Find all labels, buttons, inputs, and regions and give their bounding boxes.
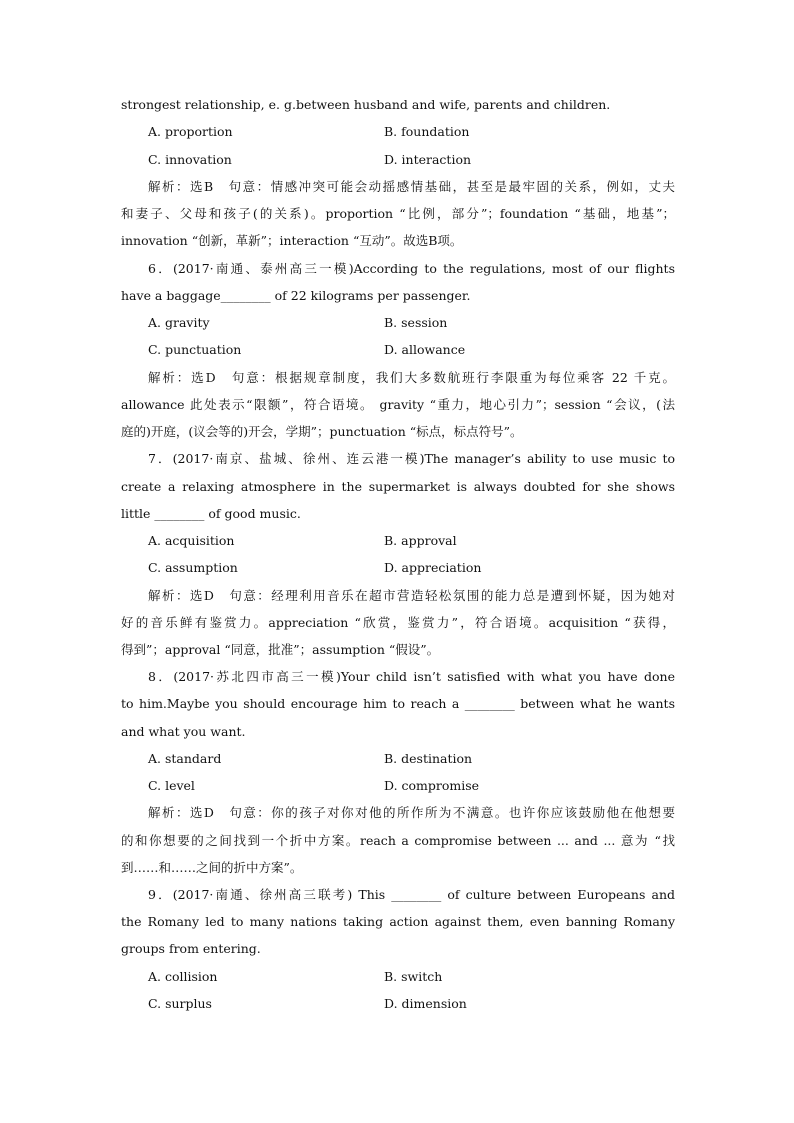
q5-analysis-line-1: 解析：选B 句意：情感冲突可能会动摇感情基础，甚至是最牢固的关系，例如，丈夫 [148,179,675,194]
q6-analysis-line-2: allowance 此处表示“限额”，符合语境。 gravity “重力，地心引力”；session “会议，(法 [121,397,675,412]
q8-analysis-line-2: 的和你想要的之间找到一个折中方案。reach a compromise between ... and ... 意为 “找 [121,833,675,848]
q9-stem-line-2: the Romany led to many nations taking action against them, even banning Romany [121,914,675,929]
q9-option-b: B. switch [384,969,443,984]
q8-option-d: D. compromise [384,778,480,793]
q6-analysis-line-3: 庭的)开庭，(议会等的)开会，学期”；punctuation “标点，标点符号”。 [121,424,523,439]
q9-stem-line-1: 9．(2017·南通、徐州高三联考) This ________ of culture between Europeans and [148,887,675,902]
q8-analysis-line-3: 到……和……之间的折中方案”。 [121,860,303,875]
q5-option-a: A. proportion [148,124,233,139]
q8-option-b: B. destination [384,751,473,766]
q9-option-c: C. surplus [148,996,212,1011]
q5-analysis-line-3: innovation “创新，革新”；interaction “互动”。故选B项。 [121,233,463,248]
q5-option-b: B. foundation [384,124,470,139]
q7-stem-line-1: 7．(2017·南京、盐城、徐州、连云港一模)The manager’s ability to use music to [148,451,675,466]
q7-analysis-line-2: 好的音乐鲜有鉴赏力。appreciation “欣赏，鉴赏力”，符合语境。acquisition “获得， [121,615,675,630]
q6-option-c: C. punctuation [148,342,242,357]
q7-stem-line-2: create a relaxing atmosphere in the supermarket is always doubted for she shows [121,479,675,494]
q8-stem-line-3: and what you want. [121,724,246,739]
q5-analysis-line-2: 和妻子、父母和孩子(的关系)。proportion “比例，部分”；foundation “基础，地基”； [121,206,675,221]
q9-stem-line-3: groups from entering. [121,941,261,956]
q8-option-c: C. level [148,778,195,793]
q7-stem-line-3: little ________ of good music. [121,506,301,521]
q7-analysis-line-1: 解析：选D 句意：经理利用音乐在超市营造轻松氛围的能力总是遭到怀疑，因为她对 [148,588,675,603]
q7-option-b: B. approval [384,533,457,548]
q9-option-d: D. dimension [384,996,467,1011]
q7-analysis-line-3: 得到”；approval “同意，批准”；assumption “假设”。 [121,642,440,657]
q8-option-a: A. standard [148,751,222,766]
q7-option-a: A. acquisition [148,533,235,548]
q6-stem-line-2: have a baggage________ of 22 kilograms per passenger. [121,288,471,303]
q9-option-a: A. collision [148,969,218,984]
q7-option-c: C. assumption [148,560,238,575]
q6-analysis-line-1: 解析：选D 句意：根据规章制度，我们大多数航班行李限重为每位乘客 22 千克。 [148,370,675,385]
q8-stem-line-2: to him.Maybe you should encourage him to reach a ________ between what he wants [121,696,675,711]
q8-stem-line-1: 8．(2017·苏北四市高三一模)Your child isn’t satisfied with what you have done [148,669,675,684]
q6-option-a: A. gravity [148,315,210,330]
q6-option-d: D. allowance [384,342,466,357]
q6-option-b: B. session [384,315,448,330]
q5-option-c: C. innovation [148,152,232,167]
q6-stem-line-1: 6．(2017·南通、泰州高三一模)According to the regulations, most of our flights [148,261,675,276]
q8-analysis-line-1: 解析：选D 句意：你的孩子对你对他的所作所为不满意。也许你应该鼓励他在他想要 [148,805,675,820]
q5-option-d: D. interaction [384,152,472,167]
q7-option-d: D. appreciation [384,560,482,575]
q5-stem-tail: strongest relationship, e. g.between husband and wife, parents and children. [121,97,611,112]
